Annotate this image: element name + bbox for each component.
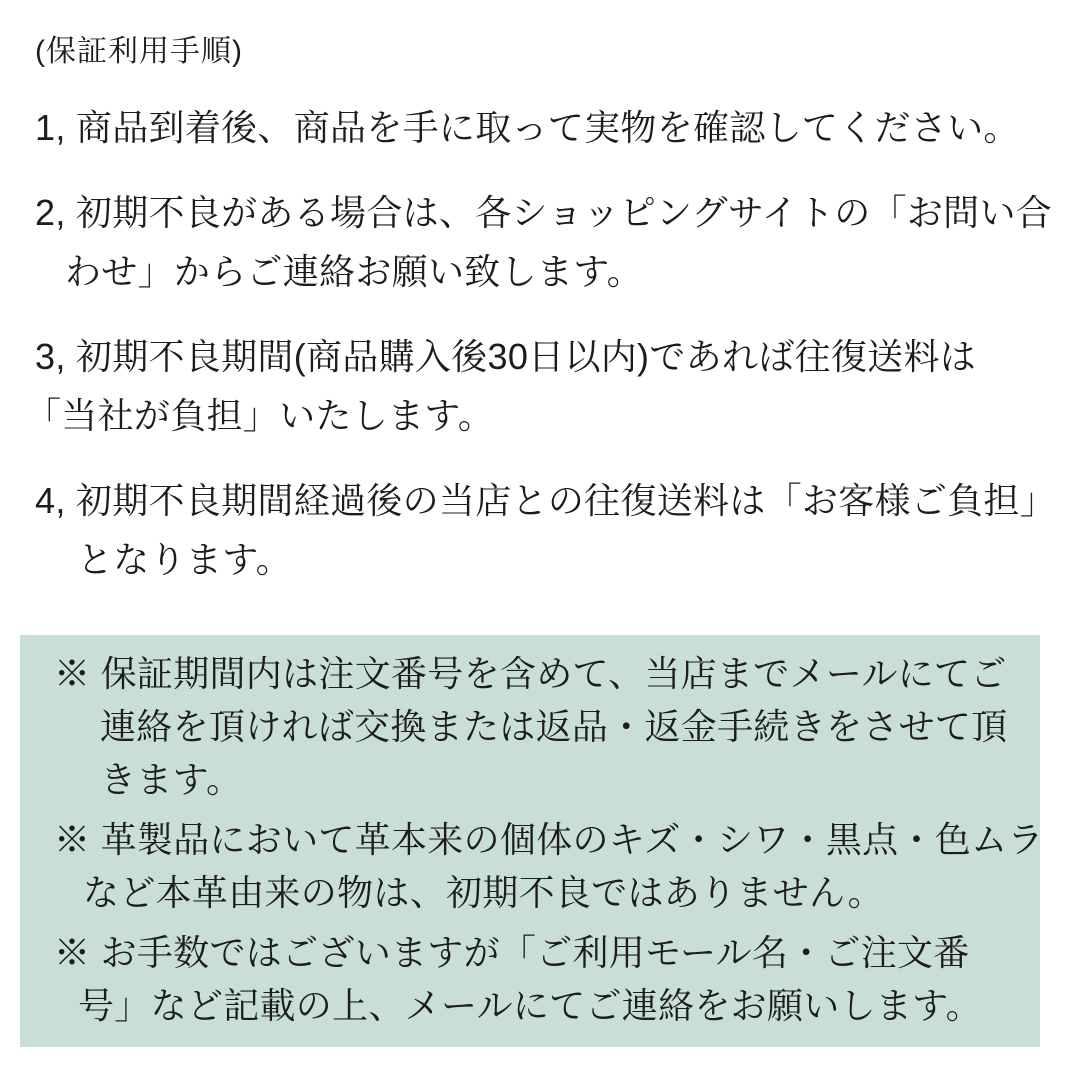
procedure-step-line: 2, 初期不良がある場合は、各ショッピングサイトの「お問い合 — [35, 192, 1053, 233]
section-title: (保証利用手順) — [35, 35, 243, 68]
procedure-step-line: 「当社が負担」いたします。 — [25, 395, 495, 436]
notes-box — [20, 635, 1044, 1047]
note-line: ※ 革製品において革本来の個体のキズ・シワ・黒点・色ムラ — [54, 819, 1044, 860]
note-line: ※ 保証期間内は注文番号を含めて、当店までメールにてご — [54, 653, 1007, 694]
procedure-step-line: わせ」からご連絡お願い致します。 — [65, 251, 643, 292]
procedure-step-line: 4, 初期不良期間経過後の当店との往復送料は「お客様ご負担」 — [35, 480, 1057, 521]
note-line: など本革由来の物は、初期不良ではありません。 — [83, 872, 884, 913]
procedure-step-3 — [25, 327, 1070, 445]
procedure-step-line: となります。 — [77, 539, 292, 580]
note-leather-characteristics — [54, 813, 1044, 919]
procedure-step-1 — [35, 98, 1070, 157]
procedure-step-2 — [35, 183, 1070, 301]
note-line: ※ お手数ではございますが「ご利用モール名・ご注文番 — [54, 932, 970, 973]
procedure-step-line: 3, 初期不良期間(商品購入後30日以内)であれば往復送料は — [35, 336, 977, 377]
note-guarantee-contact — [54, 647, 1020, 806]
note-line: きます。 — [100, 759, 243, 800]
note-line: 連絡を頂ければ交換または返品・返金手続きをさせて頂 — [100, 706, 1008, 747]
note-mall-order-number — [54, 926, 1020, 1032]
procedure-step-line: 1, 商品到着後、商品を手に取って実物を確認してください。 — [35, 107, 1020, 148]
note-line: 号」など記載の上、メールにてご連絡をお願いします。 — [78, 985, 982, 1026]
procedure-step-4 — [35, 471, 1070, 589]
